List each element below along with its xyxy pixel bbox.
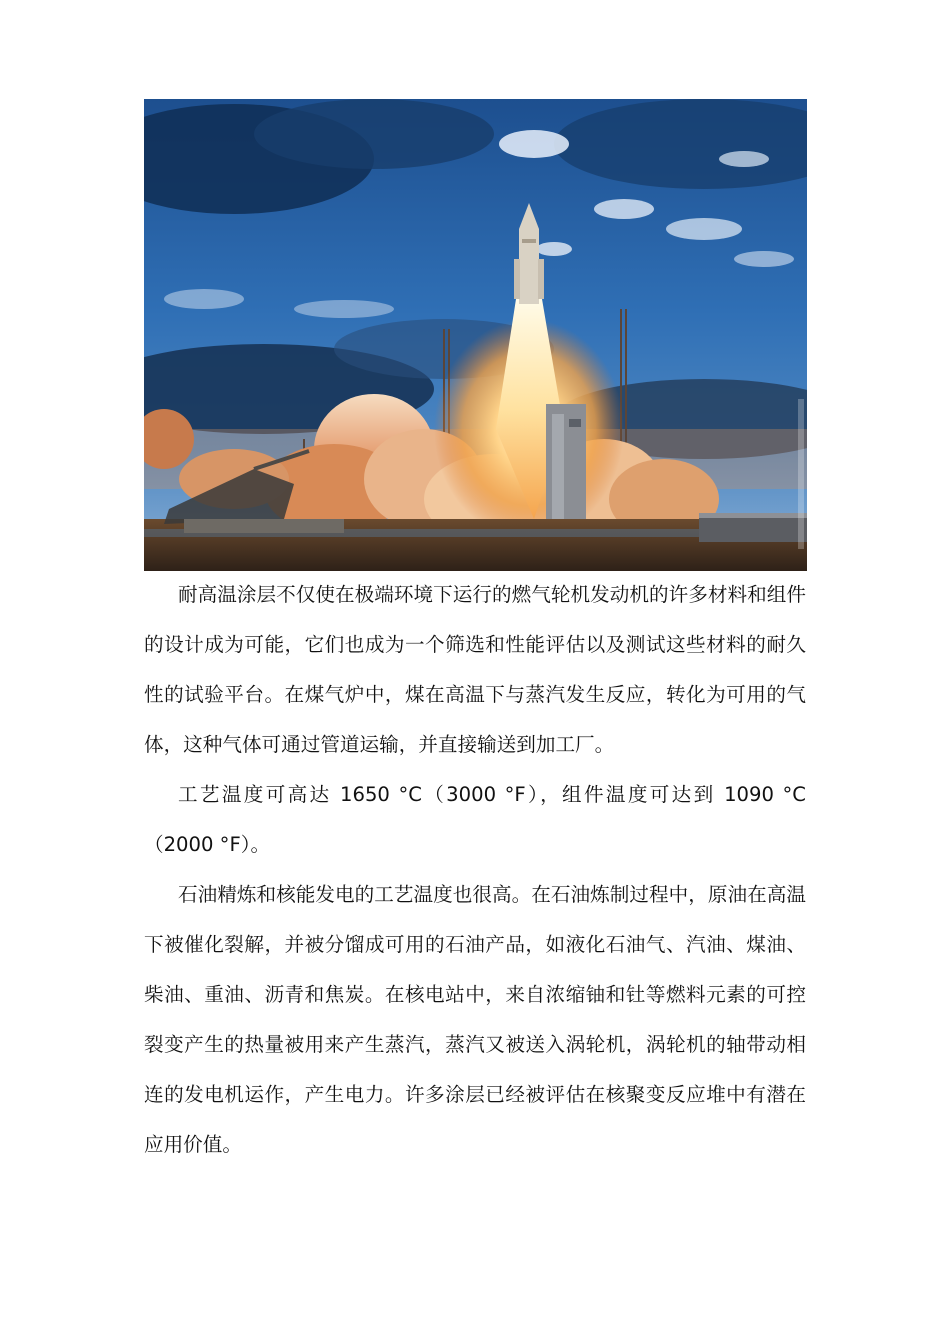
- article-body: [144, 570, 806, 1170]
- rocket-launch-photo: [144, 99, 807, 571]
- paragraph-coating-platform: 耐高温涂层不仅使在极端环境下运行的燃气轮机发动机的许多材料和组件的设计成为可能，它们也成为一个筛选和性能评估以及测试这些材料的耐久性的试验平台。在煤气炉中，煤在高温下与蒸汽发生反应，转化为可用的气体，这种气体可通过管道运输，并直接输送到加工厂。: [144, 583, 806, 756]
- paragraph-process-temperature: 工艺温度可高达 1650 °C（3000 °F），组件温度可达到 1090 °C（2000 °F）。: [144, 783, 806, 856]
- paragraph-refining-nuclear: 石油精炼和核能发电的工艺温度也很高。在石油炼制过程中，原油在高温下被催化裂解，并被分馏成可用的石油产品，如液化石油气、汽油、煤油、柴油、重油、沥青和焦炭。在核电站中，来自浓缩铀和钍等燃料元素的可控裂变产生的热量被用来产生蒸汽，蒸汽又被送入涡轮机，涡轮机的轴带动相连的发电机运作，产生电力。许多涂层已经被评估在核聚变反应堆中有潜在应用价值。: [144, 883, 806, 1156]
- rocket-launch-illustration: [144, 99, 807, 571]
